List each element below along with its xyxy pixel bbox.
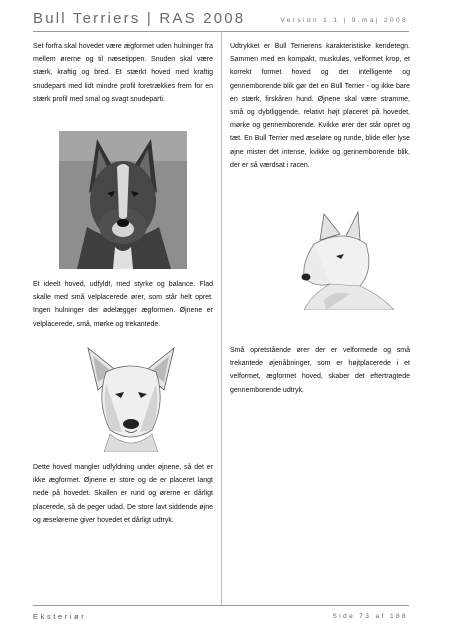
right-paragraph-1: Udtrykket er Bull Terrierens karakteristiske kendetegn. Sammen med en kompakt, muskuløs, velformet krop, et korrekt formet hoved og det intelligente og gennemborende blik gør det en Bull Terrier - og ikke bare en stærk, firskåren hund. Øjnene skal være stramme, små og dybtliggende, relativt højt placeret på hovedet, mørke og gennemborende. Kvikke ører der står opret og tæt. En Bull Terrier med æseløre og runde, blide eller lyse øjne mister det intense, kvikke og gennemborende blik, der er så værdsat i racen. xyxy=(230,43,410,169)
footer-rule xyxy=(33,605,409,606)
page-title: Bull Terriers | RAS 2008 xyxy=(33,10,246,27)
footer-page-number: Side 73 af 188 xyxy=(332,613,408,620)
bull-terrier-head-photo xyxy=(59,131,187,269)
version-label: Version 1.1 | 9.maj 2008 xyxy=(280,17,408,24)
left-paragraph-3: Dette hoved mangler udfyldning under øjnene, så det er ikke ægformet. Øjnene er store og de er placeret langt nede på hovedet. Skallen er rund og ørerne er dårligt placerede, så de peger udad. De store lavt siddende øjne og æseløreme giver hovedet et dårligt udtryk. xyxy=(33,464,213,524)
left-paragraph-1: Set forfra skal hovedet være ægformet uden hulninger fra mellem ørerne og til næsetippen. Snuden skal være stærk, kraftig og bred. Et stærkt hoved med kraftig snudeparti med lidt mindre profil foretrækkes frem for en stærk profil med smal og svagt snudeparti. xyxy=(33,43,213,103)
bull-terrier-profile-drawing xyxy=(264,210,398,310)
right-paragraph-2: Små opretstående ører der er velformede og små trekantede øjenåbninger, som er højtplacerede i et velformet, ægformet hoved, skaber det eftertragtede gennemborende udtryk. xyxy=(230,347,410,394)
footer-section-label: Eksteriør xyxy=(33,612,87,621)
left-paragraph-2: Et ideelt hoved, udfyldt, med styrke og balance. Flad skalle med små velplacerede ører, som står helt opret. Ingen hulninger der ødelægger ægformen. Øjnene er velplacerede, små, mørke og trekantede. xyxy=(33,281,213,328)
column-divider xyxy=(221,31,222,605)
bull-terrier-ideal-head-drawing xyxy=(76,342,186,452)
